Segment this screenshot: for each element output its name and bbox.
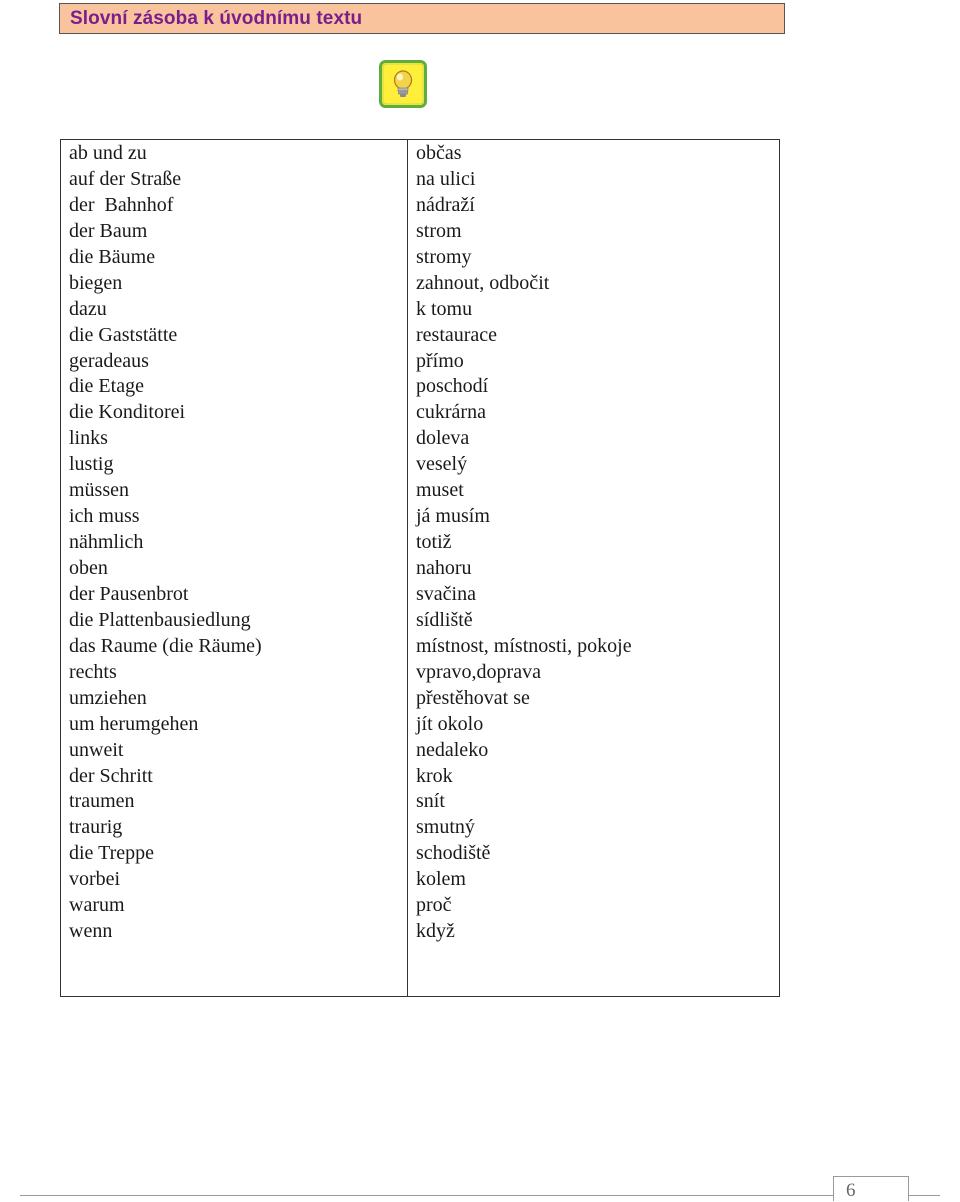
- german-word: das Raume (die Räume): [69, 634, 262, 657]
- czech-word: veselý: [416, 453, 468, 476]
- czech-word: vpravo,doprava: [416, 660, 541, 683]
- czech-word: smutný: [416, 816, 475, 839]
- german-word: geradeaus: [69, 349, 149, 372]
- czech-column: [416, 141, 632, 945]
- czech-word: jít okolo: [416, 712, 484, 735]
- german-word: biegen: [69, 271, 123, 294]
- czech-word: krok: [416, 764, 453, 787]
- german-column: [69, 141, 262, 945]
- czech-word: totiž: [416, 531, 452, 554]
- german-word: umziehen: [69, 686, 147, 709]
- czech-word: nahoru: [416, 557, 472, 579]
- german-word: ich muss: [69, 505, 140, 528]
- german-word: dazu: [69, 297, 107, 320]
- german-word: die Etage: [69, 375, 144, 398]
- czech-word: proč: [416, 894, 452, 917]
- german-word: der Bahnhof: [69, 193, 174, 216]
- czech-word: občas: [416, 142, 462, 164]
- czech-word: restaurace: [416, 323, 498, 346]
- vocabulary-table: [60, 139, 780, 997]
- german-word: traumen: [69, 790, 135, 813]
- german-word: wenn: [69, 920, 113, 943]
- czech-word: strom: [416, 219, 462, 242]
- german-word: auf der Straße: [69, 167, 182, 190]
- page-number: 6: [846, 1180, 856, 1201]
- german-word: der Baum: [69, 219, 148, 242]
- german-word: der Pausenbrot: [69, 582, 189, 605]
- german-word: lustig: [69, 453, 114, 476]
- czech-word: přímo: [416, 349, 464, 372]
- czech-word: já musím: [416, 505, 490, 528]
- czech-word: snít: [416, 790, 445, 813]
- section-heading-bar: [59, 3, 785, 34]
- czech-word: sídliště: [416, 608, 473, 631]
- czech-word: muset: [416, 479, 464, 502]
- german-word: die Plattenbausiedlung: [69, 608, 251, 631]
- czech-word: poschodí: [416, 375, 489, 398]
- german-word: die Bäume: [69, 245, 156, 268]
- german-word: warum: [69, 894, 125, 917]
- czech-word: místnost, místnosti, pokoje: [416, 634, 632, 657]
- czech-word: stromy: [416, 245, 472, 268]
- german-word: ab und zu: [69, 142, 147, 164]
- german-word: die Konditorei: [69, 401, 186, 424]
- german-word: links: [69, 427, 108, 450]
- czech-word: kolem: [416, 868, 466, 891]
- german-word: traurig: [69, 816, 123, 839]
- czech-word: svačina: [416, 582, 476, 605]
- german-word: oben: [69, 557, 108, 579]
- german-word: um herumgehen: [69, 712, 199, 735]
- czech-word: k tomu: [416, 297, 473, 320]
- czech-word: zahnout, odbočit: [416, 271, 550, 294]
- german-word: unweit: [69, 738, 124, 761]
- german-word: vorbei: [69, 868, 121, 891]
- german-word: die Treppe: [69, 842, 154, 865]
- czech-word: schodiště: [416, 842, 491, 865]
- czech-word: nedaleko: [416, 738, 489, 761]
- column-divider: [407, 140, 408, 996]
- german-word: die Gaststätte: [69, 323, 178, 346]
- czech-word: doleva: [416, 427, 470, 450]
- lightbulb-icon: [379, 60, 427, 108]
- german-word: der Schritt: [69, 764, 153, 787]
- czech-word: nádraží: [416, 193, 475, 216]
- german-word: rechts: [69, 660, 117, 683]
- german-word: müssen: [69, 479, 129, 502]
- czech-word: když: [416, 920, 455, 943]
- page-number-box: [833, 1176, 909, 1201]
- footer-rule: [20, 1195, 940, 1196]
- section-heading: Slovní zásoba k úvodnímu textu: [70, 8, 363, 29]
- czech-word: na ulici: [416, 167, 476, 190]
- czech-word: cukrárna: [416, 401, 486, 424]
- czech-word: přestěhovat se: [416, 686, 530, 709]
- german-word: nähmlich: [69, 531, 144, 554]
